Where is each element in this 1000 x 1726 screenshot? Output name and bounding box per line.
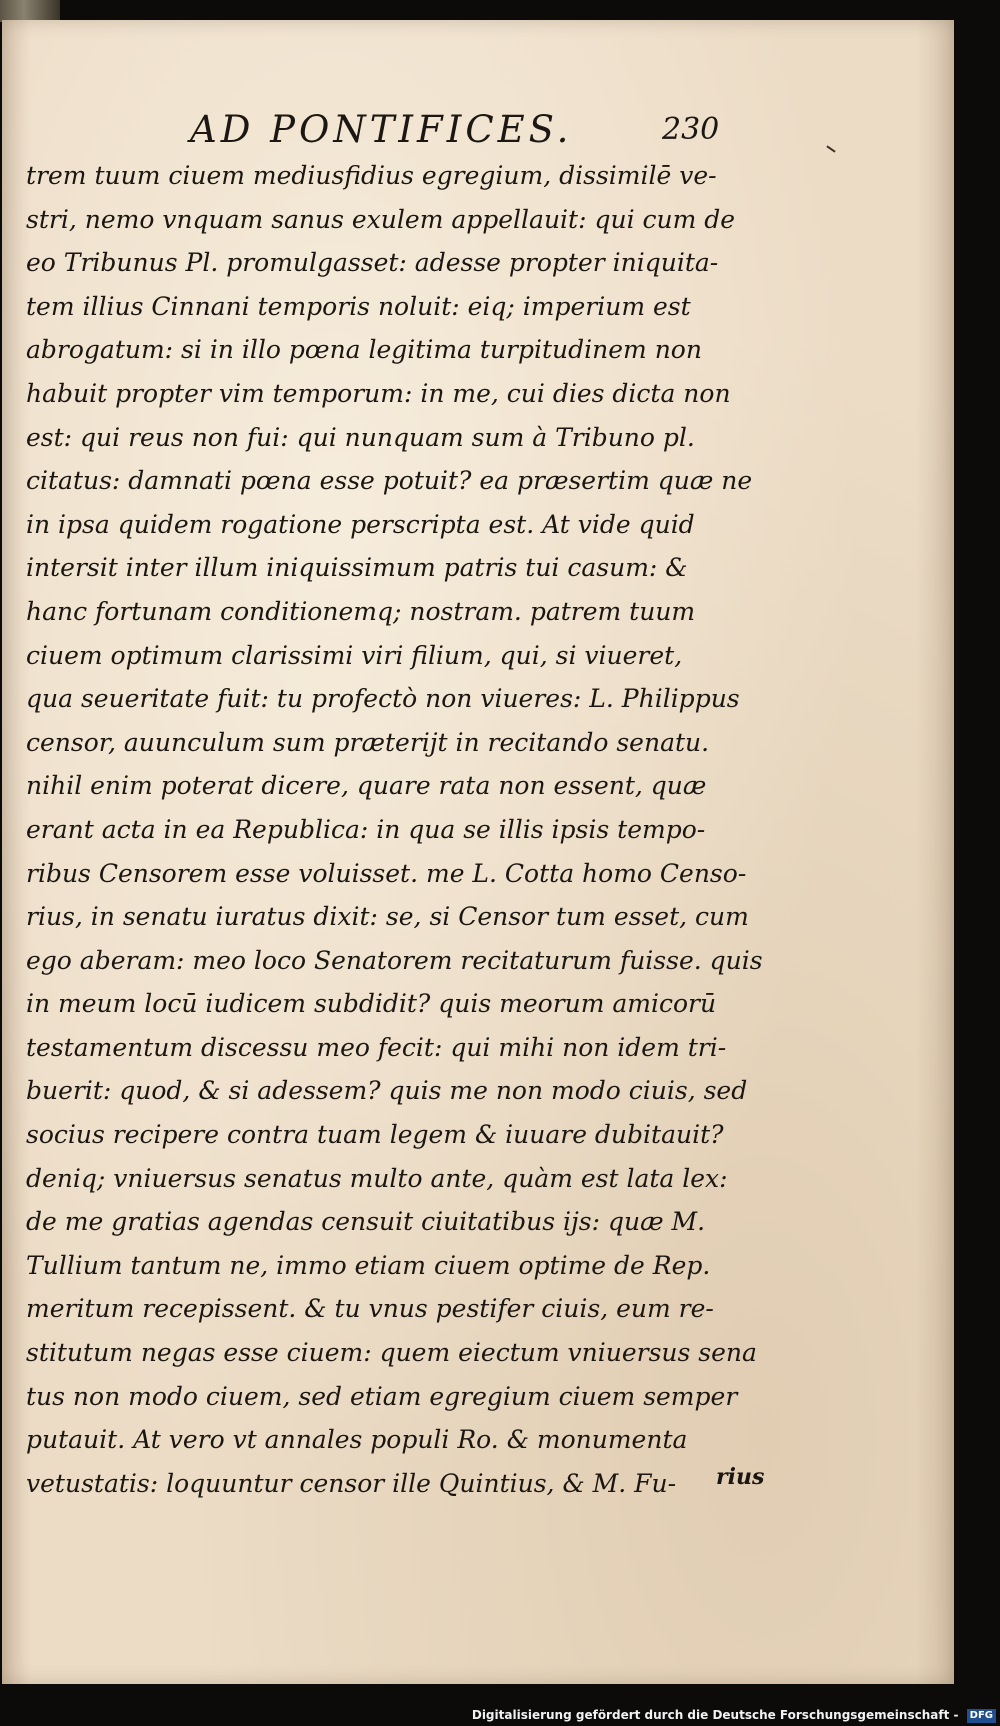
text-line: testamentum discessu meo fecit: qui mihi non idem tri- [26, 1032, 727, 1062]
text-line: de me gratias agendas censuit ciuitatibus ijs: quæ M. [26, 1207, 706, 1237]
binding-edge [0, 0, 60, 22]
text-line: ego aberam: meo loco Senatorem recitaturum fuisse. quis [26, 945, 763, 975]
text-line: trem tuum ciuem mediusfidius egregium, dissimilē ve- [26, 161, 717, 190]
text-line: socius recipere contra tuam legem & iuuare dubitauit? [26, 1120, 724, 1150]
book-page [2, 20, 954, 1684]
running-head: AD PONTIFICES. [190, 108, 573, 151]
body-text [26, 154, 778, 1505]
text-line: hanc fortunam conditionemq; nostram. patrem tuum [26, 596, 696, 626]
digitization-credit [472, 1706, 996, 1724]
text-line: qua seueritate fuit: tu profectò non viueres: L. Philippus [26, 684, 740, 714]
text-line: habuit propter vim temporum: in me, cui dies dicta non [26, 378, 731, 408]
text-line: meritum recepissent. & tu vnus pestifer ciuis, eum re- [26, 1294, 714, 1324]
text-line: vetustatis: loquuntur censor ille Quintius, & M. Fu- [26, 1468, 677, 1498]
text-line: buerit: quod, & si adessem? quis me non modo ciuis, sed [26, 1076, 748, 1106]
text-line: stri, nemo vnquam sanus exulem appellauit: qui cum de [26, 204, 736, 234]
text-line: eo Tribunus Pl. promulgasset: adesse propter iniquita- [26, 248, 719, 278]
text-line: erant acta in ea Republica: in qua se illis ipsis tempo- [26, 814, 706, 844]
text-line: tus non modo ciuem, sed etiam egregium ciuem semper [26, 1381, 738, 1411]
text-line: nihil enim poterat dicere, quare rata non essent, quæ [26, 771, 707, 801]
stray-ink-mark [826, 145, 835, 152]
text-line: intersit inter illum iniquissimum patris tui casum: & [26, 553, 688, 583]
catchword: rius [716, 1464, 765, 1490]
text-line: Tullium tantum ne, immo etiam ciuem optime de Rep. [26, 1250, 711, 1280]
page-number: 230 [662, 112, 720, 147]
text-line: rius, in senatu iuratus dixit: se, si Censor tum esset, cum [26, 902, 749, 932]
text-line: ciuem optimum clarissimi viri filium, qui, si viueret, [26, 640, 683, 670]
text-line: censor, auunculum sum præterijt in recitando senatu. [26, 727, 710, 757]
text-line: citatus: damnati pœna esse potuit? ea præsertim quæ ne [26, 466, 753, 496]
text-line: ribus Censorem esse voluisset. me L. Cotta homo Censo- [26, 858, 747, 888]
dfg-logo-icon: DFG [967, 1709, 996, 1723]
text-line: tem illius Cinnani temporis noluit: eiq; imperium est [26, 291, 691, 321]
text-line: in meum locū iudicem subdidit? quis meorum amicorū [26, 989, 717, 1019]
credit-text: Digitalisierung gefördert durch die Deutsche Forschungsgemeinschaft - [471, 1708, 959, 1722]
text-line: stitutum negas esse ciuem: quem eiectum vniuersus sena [26, 1338, 757, 1368]
text-line: putauit. At vero vt annales populi Ro. & monumenta [26, 1425, 688, 1455]
text-line: est: qui reus non fui: qui nunquam sum à Tribuno pl. [26, 422, 695, 452]
text-line: abrogatum: si in illo pœna legitima turpitudinem non [26, 335, 702, 365]
text-line: deniq; vniuersus senatus multo ante, quàm est lata lex: [26, 1163, 728, 1193]
text-line: in ipsa quidem rogatione perscripta est. At vide quid [26, 509, 695, 539]
